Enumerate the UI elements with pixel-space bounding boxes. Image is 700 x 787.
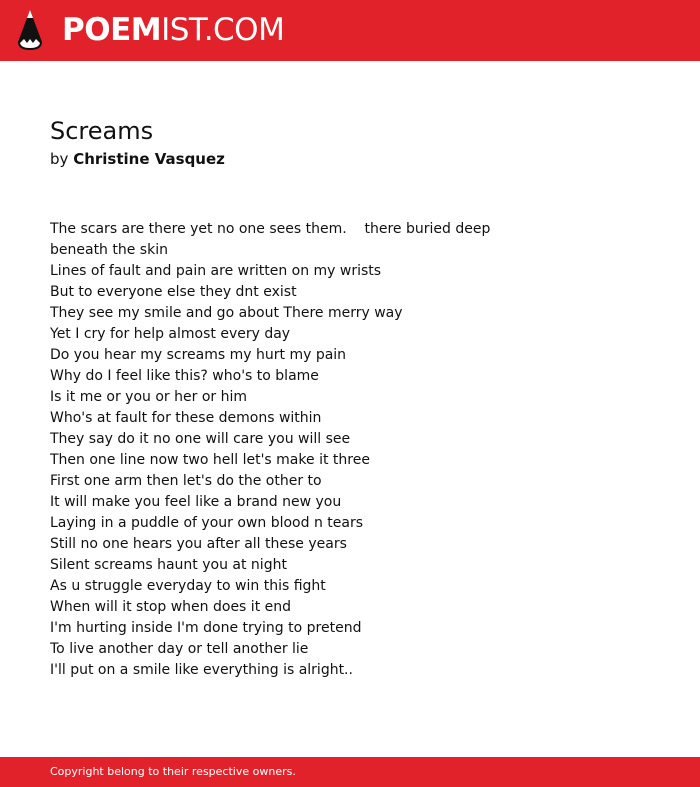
poem-line: Why do I feel like this? who's to blame (50, 368, 319, 384)
poem-line: First one arm then let's do the other to (50, 473, 322, 489)
poem-line: Lines of fault and pain are written on my wrists (50, 263, 382, 279)
poem-line: Silent screams haunt you at night (50, 557, 287, 573)
poem-line: As u struggle everyday to win this fight (50, 578, 326, 594)
poem-line: When will it stop when does it end (50, 599, 292, 615)
poem-line: I'll put on a smile like everything is alright.. (50, 662, 353, 678)
pencil-tip-icon[interactable] (17, 9, 43, 51)
poem-line: Do you hear my screams my hurt my pain (50, 347, 347, 363)
site-footer (0, 757, 700, 787)
site-header (0, 0, 700, 61)
poem-line: But to everyone else they dnt exist (50, 284, 297, 300)
poem-line: Still no one hears you after all these years (50, 536, 347, 552)
poem-line: Who's at fault for these demons within (50, 410, 322, 426)
poem-line: Laying in a puddle of your own blood n tears (50, 515, 364, 531)
poem-line: Then one line now two hell let's make it three (50, 452, 370, 468)
poem-line: The scars are there yet no one sees them. there buried deep beneath the skin (50, 221, 495, 258)
copyright-notice: Copyright belong to their respective owners. (50, 765, 296, 778)
poem-line: It will make you feel like a brand new you (50, 494, 342, 510)
poem-body (50, 219, 545, 681)
poem-line: To live another day or tell another lie (50, 641, 309, 657)
poem-author: Christine Vasquez (73, 150, 225, 168)
site-logo[interactable] (62, 12, 284, 48)
poem-line: They see my smile and go about There merry way (50, 305, 403, 321)
poem-line: Yet I cry for help almost every day (50, 326, 291, 342)
poem-title: Screams (50, 117, 154, 145)
poem-line: They say do it no one will care you will see (50, 431, 351, 447)
poem-byline (50, 148, 225, 170)
poem-line: Is it me or you or her or him (50, 389, 247, 405)
logo-text-bold: POEM (62, 12, 162, 48)
logo-text-light: IST.COM (161, 12, 285, 48)
poem-line: I'm hurting inside I'm done trying to pretend (50, 620, 362, 636)
by-label: by (50, 150, 69, 168)
